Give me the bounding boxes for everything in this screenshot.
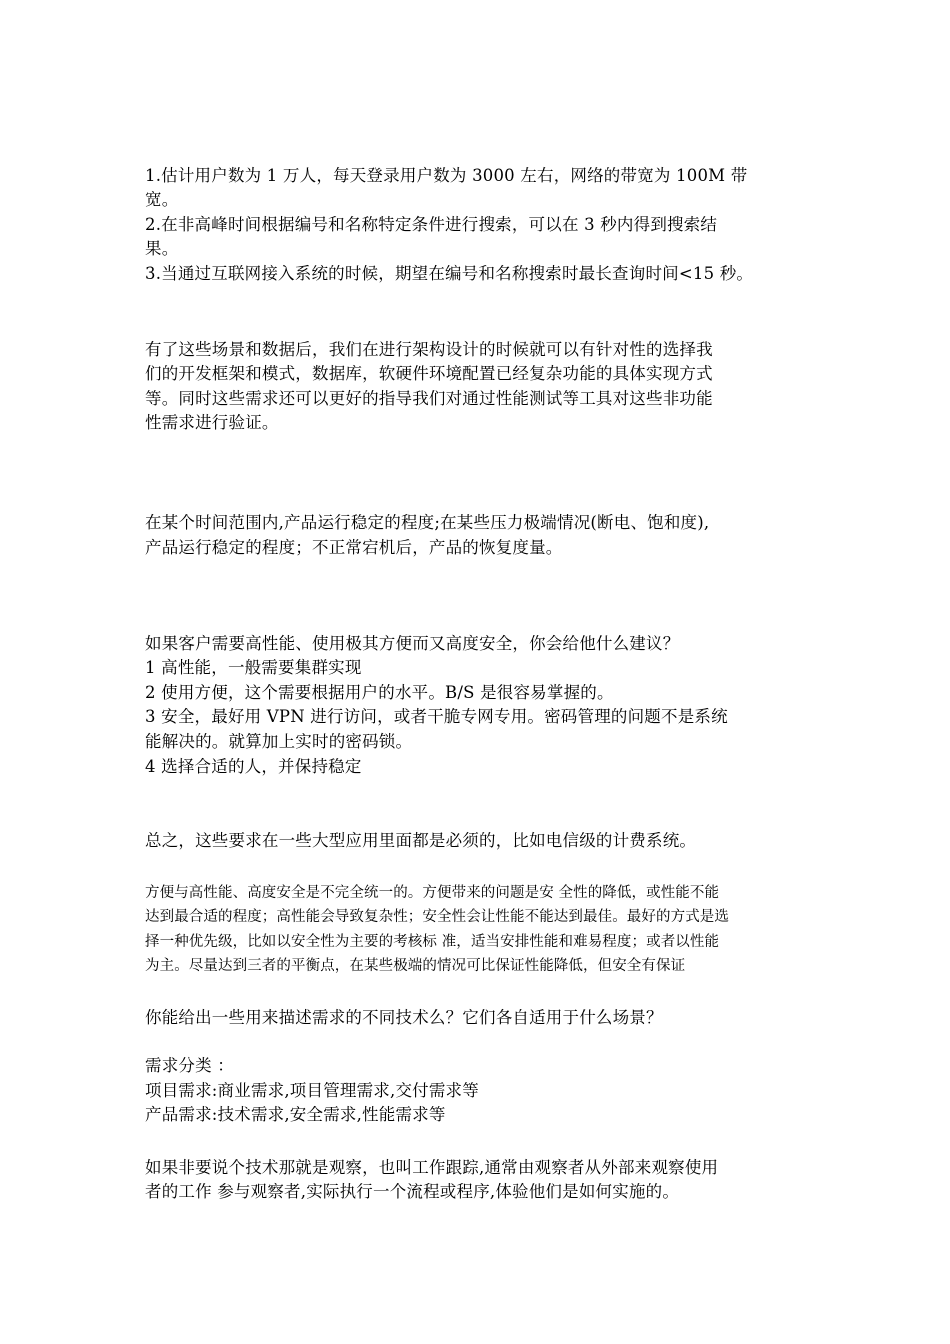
- advice-item: 1 高性能，一般需要集群实现: [145, 658, 362, 677]
- requirement-item: 1.估计用户数为 1 万人，每天登录用户数为 3000 左右，网络的带宽为 100M 带: [145, 166, 748, 185]
- techniques-question: 你能给出一些用来描述需求的不同技术么？它们各自适用于什么场景？: [145, 1008, 663, 1027]
- requirement-item: 3.当通过互联网接入系统的时候，期望在编号和名称搜索时最长查询时间<15 秒。: [145, 264, 754, 283]
- paragraph-line: 达到最合适的程度；高性能会导致复杂性；安全性会让性能不能达到最佳。最好的方式是选: [145, 909, 729, 925]
- paragraph-line: 有了这些场景和数据后，我们在进行架构设计的时候就可以有针对性的选择我: [145, 340, 713, 359]
- advice-question: 如果客户需要高性能、使用极其方便而又高度安全，你会给他什么建议？: [145, 634, 680, 653]
- paragraph-line: 者的工作 参与观察者,实际执行一个流程或程序,体验他们是如何实施的。: [145, 1182, 680, 1201]
- classification-heading: 需求分类 ：: [145, 1056, 234, 1075]
- requirement-item: 宽。: [145, 190, 179, 209]
- paragraph-line: 在某个时间范围内,产品运行稳定的程度;在某些压力极端情况(断电、饱和度),: [145, 513, 710, 532]
- requirement-item: 2.在非高峰时间根据编号和名称特定条件进行搜索，可以在 3 秒内得到搜索结: [145, 215, 718, 234]
- paragraph-line: 如果非要说个技术那就是观察，也叫工作跟踪,通常由观察者从外部来观察使用: [145, 1158, 719, 1177]
- paragraph-line: 择一种优先级，比如以安全性为主要的考核标 准，适当安排性能和难易程度；或者以性能: [145, 934, 720, 950]
- advice-item: 2 使用方便，这个需要根据用户的水平。B/S 是很容易掌握的。: [145, 683, 614, 702]
- advice-item: 能解决的。就算加上实时的密码锁。: [145, 732, 413, 751]
- paragraph-line: 等。同时这些需求还可以更好的指导我们对通过性能测试等工具对这些非功能: [145, 389, 713, 408]
- advice-item: 4 选择合适的人，并保持稳定: [145, 757, 362, 776]
- paragraph-line: 为主。尽量达到三者的平衡点，在某些极端的情况可比保证性能降低，但安全有保证: [145, 958, 686, 974]
- summary-line: 总之，这些要求在一些大型应用里面都是必须的，比如电信级的计费系统。: [145, 831, 697, 850]
- paragraph-line: 产品运行稳定的程度；不正常宕机后，产品的恢复度量。: [145, 538, 563, 557]
- requirement-item: 果。: [145, 239, 179, 258]
- classification-item: 产品需求:技术需求,安全需求,性能需求等: [145, 1105, 446, 1124]
- paragraph-line: 方便与高性能、高度安全是不完全统一的。方便带来的问题是安 全性的降低，或性能不能: [145, 885, 720, 901]
- paragraph-line: 们的开发框架和模式，数据库，软硬件环境配置已经复杂功能的具体实现方式: [145, 364, 713, 383]
- advice-item: 3 安全，最好用 VPN 进行访问，或者干脆专网专用。密码管理的问题不是系统: [145, 707, 728, 726]
- classification-item: 项目需求:商业需求,项目管理需求,交付需求等: [145, 1081, 479, 1100]
- paragraph-line: 性需求进行验证。: [145, 413, 279, 432]
